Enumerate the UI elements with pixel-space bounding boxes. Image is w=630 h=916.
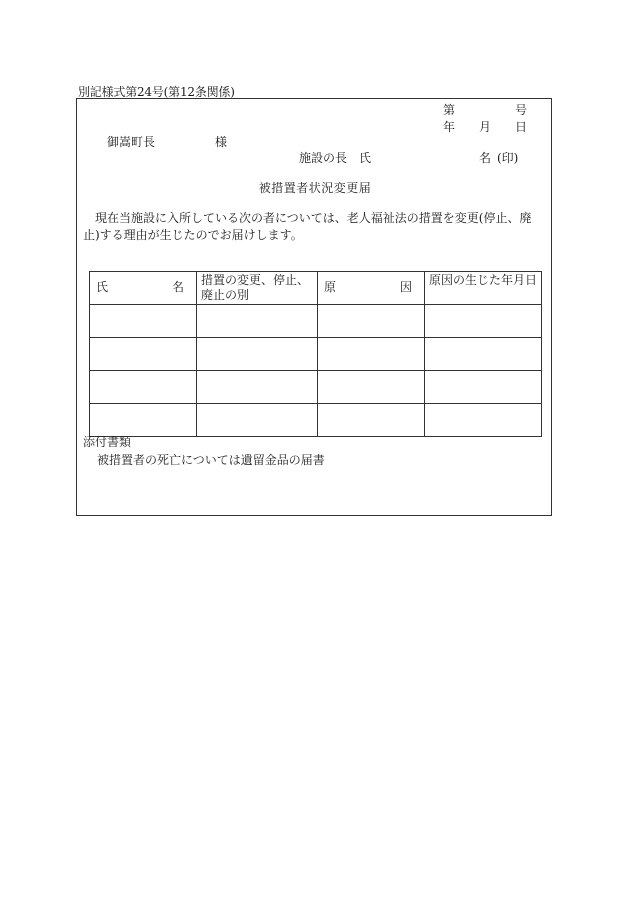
cell-change-type[interactable] [197,305,318,338]
resident-table [89,271,542,437]
seal-label: (印) [497,151,519,165]
attachment-item: 被措置者の死亡については遺留金品の届書 [97,453,325,467]
header-name-right: 名 [171,280,184,294]
header-reason-right: 因 [399,280,412,294]
header-name [90,272,197,305]
cell-change-type[interactable] [197,338,318,371]
addressee: 御嵩町長 [107,135,156,149]
cell-date[interactable] [425,305,542,338]
cell-date[interactable] [425,371,542,404]
cell-reason[interactable] [318,371,425,404]
cell-name[interactable] [90,404,197,437]
notice-body: 現在当施設に入所している次の者については、老人福祉法の措置を変更(停止、廃止)する理由が生じたのでお届けします。 [83,211,532,242]
table-row [90,371,542,404]
name-label: 名 [479,151,492,165]
header-name-left: 氏 [96,280,109,294]
number-prefix: 第 [443,103,456,117]
attachments-label: 添付書類 [83,435,132,449]
form-number-label: 別記様式第24号(第12条関係) [78,85,235,99]
day-label: 日 [515,120,528,134]
month-label: 月 [479,120,492,134]
table-header-row [90,272,542,305]
cell-name[interactable] [90,338,197,371]
cell-reason[interactable] [318,305,425,338]
cell-date[interactable] [425,404,542,437]
header-date: 原因の生じた年月日 [425,272,542,305]
header-change-type: 措置の変更、停止、廃止の別 [197,272,318,305]
cell-reason[interactable] [318,404,425,437]
document-title: 被措置者状況変更届 [258,181,372,195]
cell-date[interactable] [425,338,542,371]
cell-name[interactable] [90,371,197,404]
number-suffix: 号 [515,103,528,117]
table-row [90,338,542,371]
year-label: 年 [443,120,456,134]
table-row [90,305,542,338]
cell-change-type[interactable] [197,404,318,437]
cell-change-type[interactable] [197,371,318,404]
facility-head-label: 施設の長 氏 [299,151,372,165]
honorific: 様 [215,135,228,149]
form-frame [76,98,552,516]
header-reason-left: 原 [324,280,337,294]
table-row [90,404,542,437]
cell-reason[interactable] [318,338,425,371]
cell-name[interactable] [90,305,197,338]
header-reason [318,272,425,305]
